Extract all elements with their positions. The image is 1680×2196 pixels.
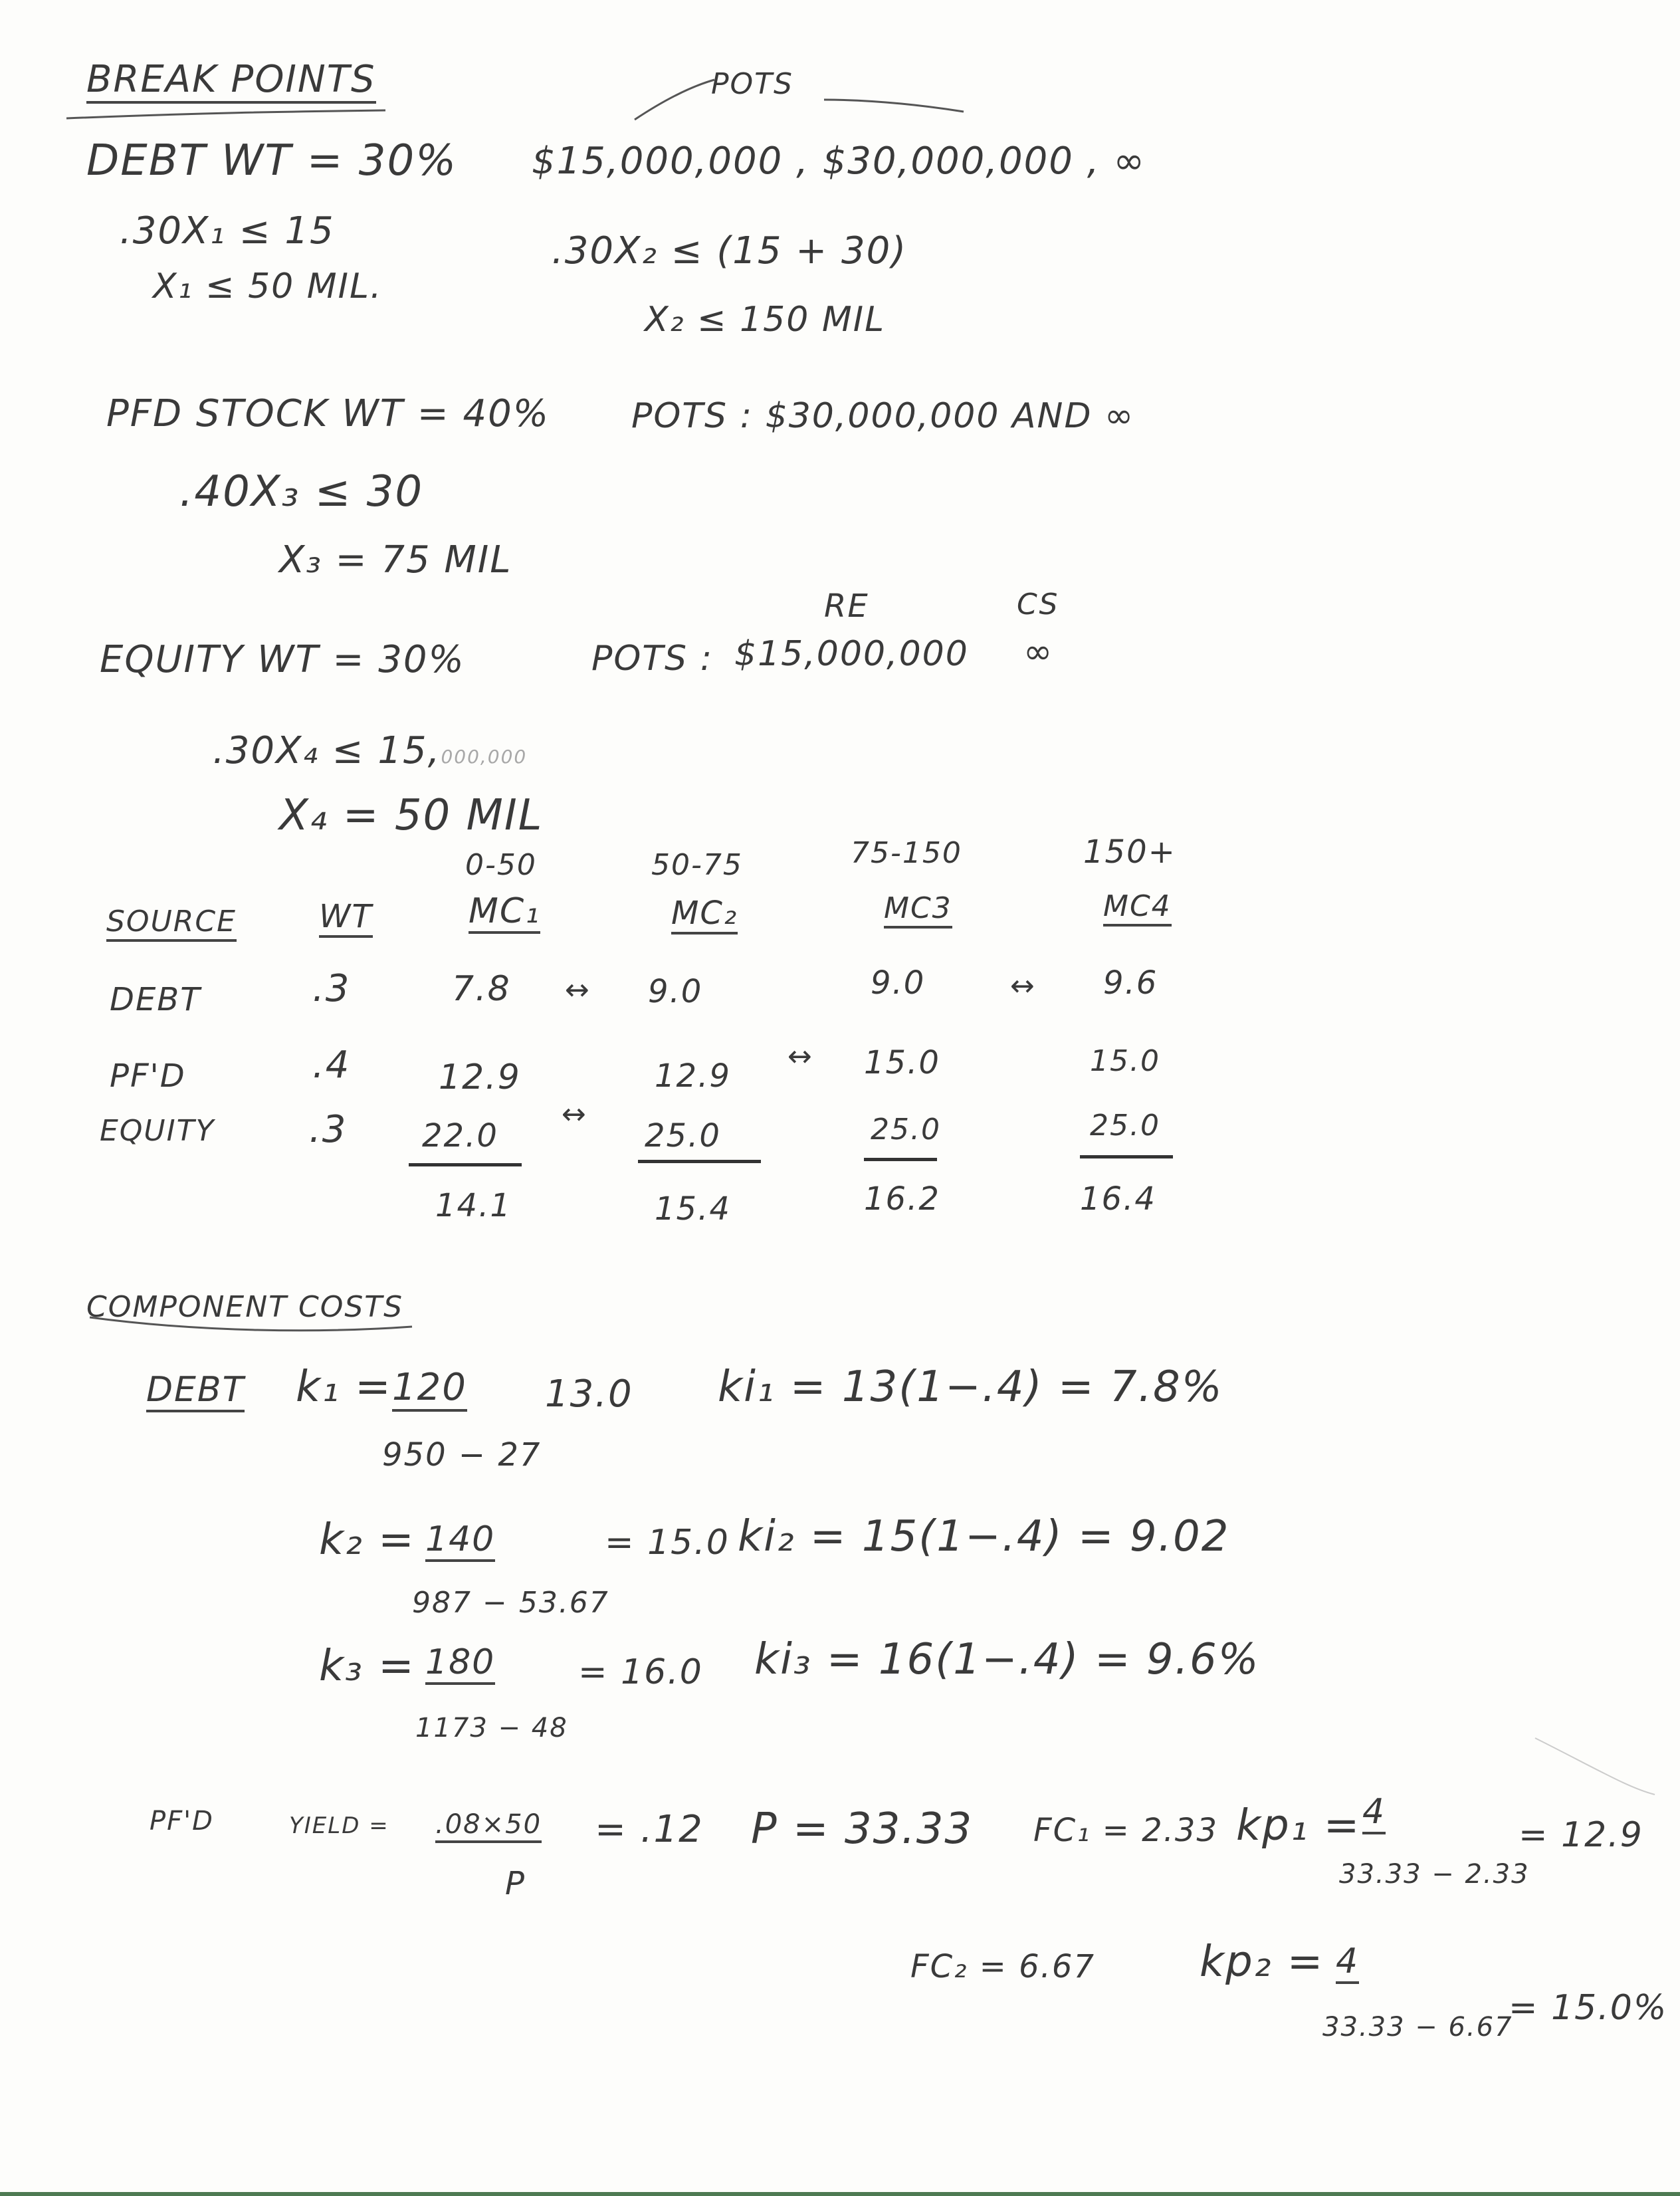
range-4: 150+ <box>1083 833 1176 871</box>
source-header: SOURCE <box>106 907 237 942</box>
equity-eq1-text: .30X₄ ≤ 15, <box>213 729 441 772</box>
total-mc2: 15.4 <box>655 1190 731 1228</box>
arrow-debt-1: ↔ <box>565 973 591 1007</box>
equity-eq2: X₄ = 50 MIL <box>279 791 544 840</box>
k2-denominator: 987 − 53.67 <box>412 1586 609 1620</box>
equity-weight-line: EQUITY WT = 30% <box>100 638 465 681</box>
row-equity-mc4: 25.0 <box>1090 1109 1160 1143</box>
pfd-pots: POTS : $30,000,000 AND ∞ <box>631 396 1135 436</box>
sum-line-3 <box>864 1158 937 1161</box>
range-3: 75-150 <box>851 836 962 870</box>
k1-lhs: k₁ = <box>296 1363 392 1412</box>
equity-cs-label: CS <box>1017 588 1059 621</box>
row-debt-wt: .3 <box>312 967 351 1010</box>
wt-header: WT <box>319 901 373 938</box>
k3-after: ki₃ = 16(1−.4) = 9.6% <box>754 1635 1260 1684</box>
yield-result: = .12 <box>595 1808 704 1851</box>
debt-weight-line: DEBT WT = 30% <box>86 136 457 185</box>
k3-result: = 16.0 <box>578 1652 703 1692</box>
k2-after: ki₂ = 15(1−.4) = 9.02 <box>738 1512 1230 1561</box>
kp1-numerator: 4 <box>1362 1795 1386 1834</box>
k2-lhs: k₂ = <box>319 1515 415 1565</box>
k1-numerator: 120 <box>392 1369 467 1412</box>
pots-label: POTS <box>711 67 793 101</box>
sum-line-4 <box>1080 1155 1173 1158</box>
row-pfd-mc4: 15.0 <box>1090 1044 1160 1078</box>
kp2-lhs: kp₂ = <box>1200 1937 1324 1987</box>
total-mc3: 16.2 <box>864 1180 940 1218</box>
column-mc1: MC₁ <box>469 894 540 934</box>
debt-eq1a: .30X₁ ≤ 15 <box>120 209 335 253</box>
kp2-numerator: 4 <box>1336 1944 1359 1984</box>
row-equity-mc1: 22.0 <box>422 1117 498 1154</box>
total-mc4: 16.4 <box>1080 1180 1156 1218</box>
kp2-denominator: 33.33 − 6.67 <box>1322 2012 1513 2042</box>
k1-after: ki₁ = 13(1−.4) = 7.8% <box>718 1363 1223 1412</box>
debt-eq1b: X₁ ≤ 50 MIL. <box>153 267 383 306</box>
k1-result: 13.0 <box>545 1372 633 1416</box>
fc2: FC₂ = 6.67 <box>910 1948 1095 1985</box>
k3-lhs: k₃ = <box>319 1642 415 1691</box>
row-debt-mc3: 9.0 <box>871 964 926 1002</box>
pfd-weight-line: PFD STOCK WT = 40% <box>106 392 550 435</box>
row-debt-mc1: 7.8 <box>452 969 511 1009</box>
arrow-debt-2: ↔ <box>1010 969 1036 1003</box>
row-pfd-mc1: 12.9 <box>439 1057 521 1097</box>
pfd-eq1: .40X₃ ≤ 30 <box>179 467 424 516</box>
debt-eq2b: X₂ ≤ 150 MIL <box>645 300 886 340</box>
range-2: 50-75 <box>651 848 743 882</box>
pfd-eq2: X₃ = 75 MIL <box>279 538 512 582</box>
row-equity-mc3: 25.0 <box>871 1113 941 1147</box>
row-equity-source: EQUITY <box>100 1114 215 1148</box>
p-value: P = 33.33 <box>751 1805 974 1854</box>
equity-pots-label: POTS : <box>591 639 714 679</box>
equity-re-label: RE <box>824 588 869 625</box>
kp1-result: = 12.9 <box>1519 1815 1643 1855</box>
debt-label: DEBT <box>146 1372 245 1412</box>
row-debt-mc4: 9.6 <box>1103 964 1158 1002</box>
sum-line-2 <box>638 1160 761 1163</box>
row-pfd-mc3: 15.0 <box>864 1044 940 1081</box>
debt-eq2a: .30X₂ ≤ (15 + 30) <box>552 229 908 273</box>
kp1-lhs: kp₁ = <box>1236 1801 1361 1850</box>
k3-numerator: 180 <box>425 1645 495 1685</box>
k2-result: = 15.0 <box>605 1523 730 1563</box>
row-pfd-wt: .4 <box>312 1043 351 1087</box>
kp2-result: = 15.0% <box>1509 1988 1668 2028</box>
scan-edge <box>0 2192 1680 2196</box>
column-mc2: MC₂ <box>671 897 738 934</box>
row-equity-wt: .3 <box>309 1108 348 1151</box>
k1-denominator: 950 − 27 <box>382 1436 542 1474</box>
k3-denominator: 1173 − 48 <box>415 1713 568 1743</box>
arrow-pfd: ↔ <box>788 1040 813 1073</box>
component-costs-title: COMPONENT COSTS <box>86 1290 404 1324</box>
equity-cs-value: ∞ <box>1023 632 1054 672</box>
total-mc1: 14.1 <box>435 1187 512 1224</box>
row-pfd-mc2: 12.9 <box>655 1057 731 1095</box>
equity-re-value: $15,000,000 <box>734 634 969 674</box>
debt-pots: $15,000,000 , $30,000,000 , ∞ <box>532 140 1146 183</box>
yield-label: YIELD = <box>289 1812 389 1839</box>
range-1: 0-50 <box>465 848 537 882</box>
row-equity-mc2: 25.0 <box>645 1117 721 1154</box>
fc1: FC₁ = 2.33 <box>1033 1812 1218 1849</box>
sum-line-1 <box>409 1163 522 1166</box>
arrow-equity: ↔ <box>562 1097 587 1131</box>
row-debt-source: DEBT <box>110 981 201 1018</box>
yield-numerator: .08×50 <box>435 1811 542 1843</box>
column-mc3: MC3 <box>884 894 952 929</box>
equity-eq1-faint: 000,000 <box>441 746 528 768</box>
pfd-label: PF'D <box>150 1806 214 1836</box>
column-mc4: MC4 <box>1103 892 1172 927</box>
row-debt-mc2: 9.0 <box>648 973 703 1010</box>
row-pfd-source: PF'D <box>110 1057 186 1095</box>
yield-denominator: P <box>505 1865 526 1902</box>
k2-numerator: 140 <box>425 1522 495 1562</box>
break-points-title: BREAK POINTS <box>86 61 376 104</box>
kp1-denominator: 33.33 − 2.33 <box>1339 1859 1530 1890</box>
equity-eq1 <box>213 729 528 772</box>
